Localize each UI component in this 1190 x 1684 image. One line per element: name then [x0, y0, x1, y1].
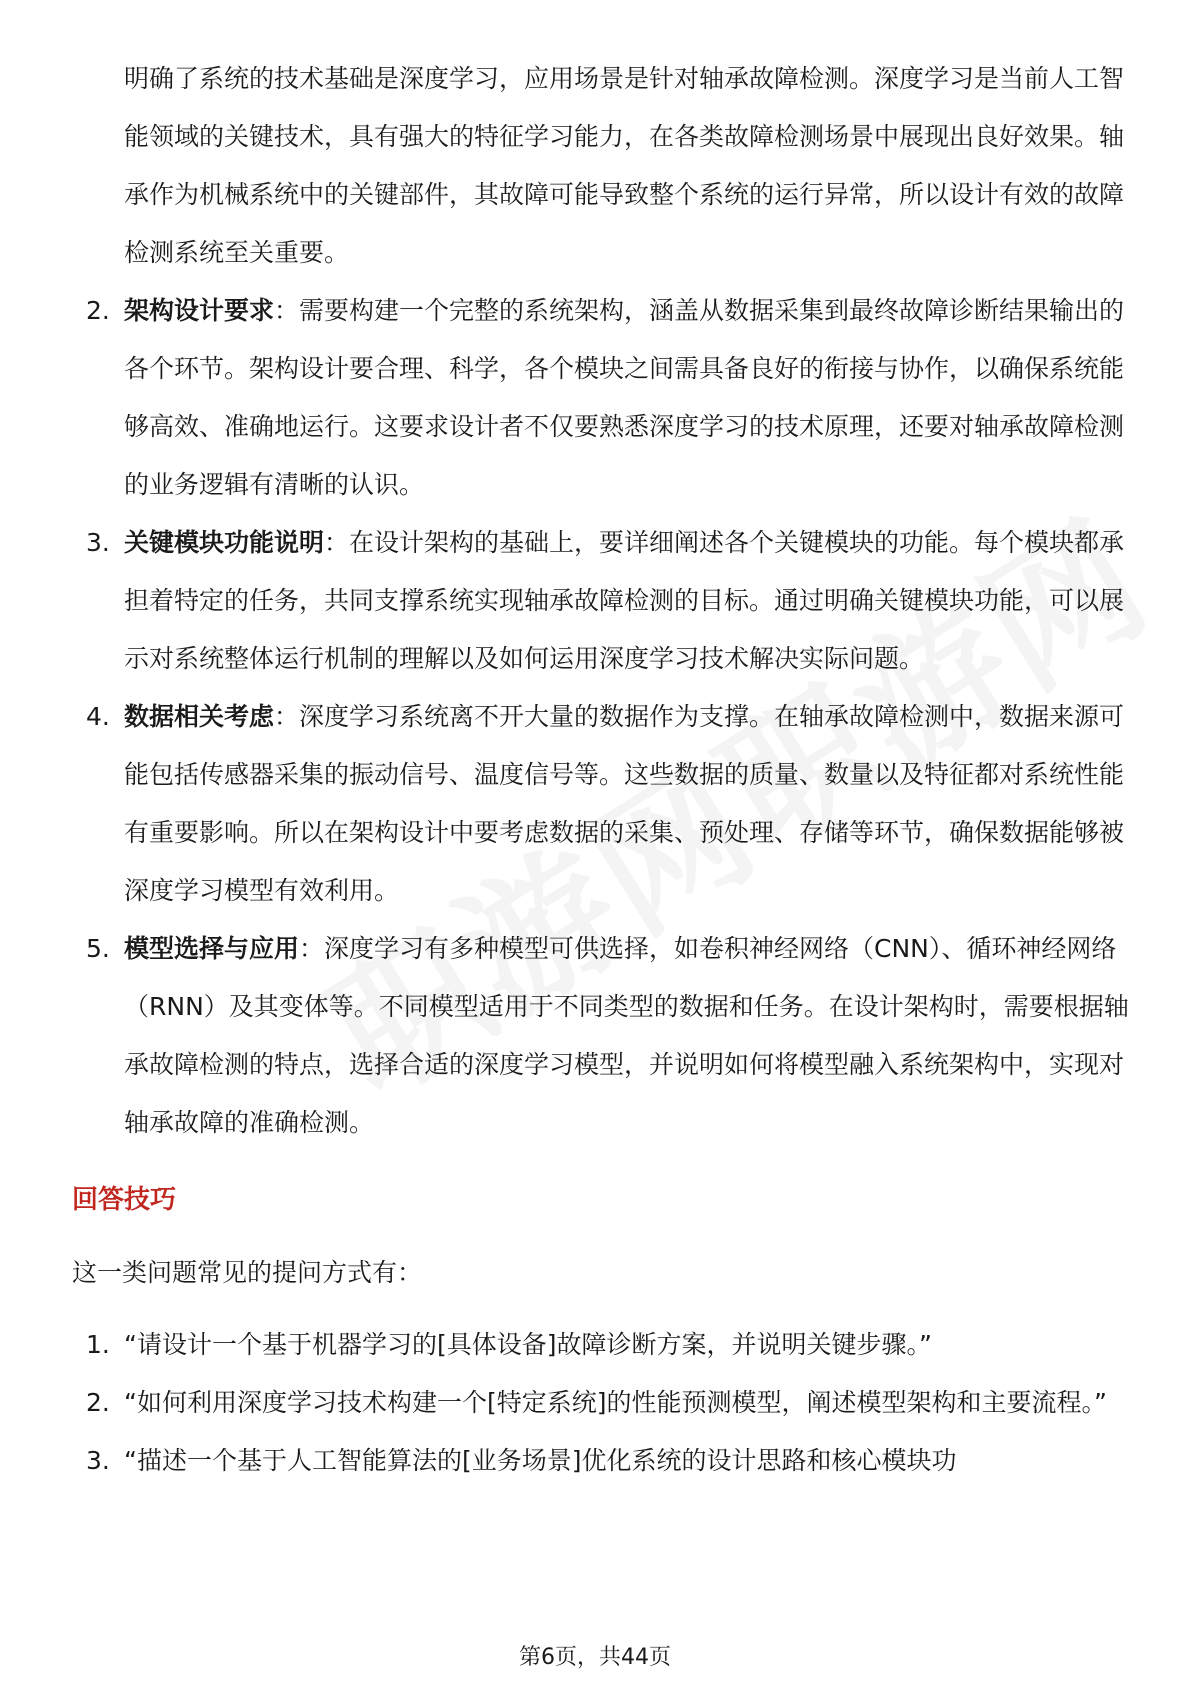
list-number: 3.	[86, 1446, 110, 1475]
list-item	[72, 688, 1132, 920]
page-number: 第6页，共44页	[519, 1645, 671, 1670]
section-heading: 回答技巧	[72, 1185, 177, 1215]
list-text: “请设计一个基于机器学习的[具体设备]故障诊断方案，并说明关键步骤。”	[124, 1330, 932, 1359]
list-term: 架构设计要求	[124, 296, 275, 325]
list-term: 数据相关考虑	[124, 702, 275, 731]
list-item	[72, 1374, 1132, 1432]
list-term: 模型选择与应用	[124, 934, 300, 963]
document-body	[72, 50, 1132, 1490]
list-number: 3.	[86, 528, 110, 557]
list-number: 4.	[86, 702, 110, 731]
list-item	[72, 1432, 1132, 1490]
list-number: 1.	[86, 1330, 110, 1359]
list-item	[72, 514, 1132, 688]
list-number: 5.	[86, 934, 110, 963]
intro-paragraph: 这一类问题常见的提问方式有：	[72, 1258, 423, 1287]
list-text: ：在设计架构的基础上，要详细阐述各个关键模块的功能。每个模块都承担着特定的任务，共同支撑系统实现轴承故障检测的目标。通过明确关键模块功能，可以展示对系统整体运行机制的理解以及如何运用深度学习技术解决实际问题。	[124, 528, 1125, 673]
list-number: 2.	[86, 296, 110, 325]
list-text: ：需要构建一个完整的系统架构，涵盖从数据采集到最终故障诊断结果输出的各个环节。架构设计要合理、科学，各个模块之间需具备良好的衔接与协作，以确保系统能够高效、准确地运行。这要求设计者不仅要熟悉深度学习的技术原理，还要对轴承故障检测的业务逻辑有清晰的认识。	[124, 296, 1125, 499]
list-text: ：深度学习系统离不开大量的数据作为支撑。在轴承故障检测中，数据来源可能包括传感器采集的振动信号、温度信号等。这些数据的质量、数量以及特征都对系统性能有重要影响。所以在架构设计中要考虑数据的采集、预处理、存储等环节，确保数据能够被深度学习模型有效利用。	[124, 702, 1125, 905]
list-item	[72, 920, 1132, 1152]
requirements-list	[72, 282, 1132, 1152]
list-item	[72, 1316, 1132, 1374]
list-term: 关键模块功能说明	[124, 528, 325, 557]
list-number: 2.	[86, 1388, 110, 1417]
list-text: “如何利用深度学习技术构建一个[特定系统]的性能预测模型，阐述模型架构和主要流程。”	[124, 1388, 1107, 1417]
list-text: “描述一个基于人工智能算法的[业务场景]优化系统的设计思路和核心模块功	[124, 1446, 957, 1475]
list-item	[72, 282, 1132, 514]
list-text: ：深度学习有多种模型可供选择，如卷积神经网络（CNN）、循环神经网络（RNN）及其变体等。不同模型适用于不同类型的数据和任务。在设计架构时，需要根据轴承故障检测的特点，选择合适的深度学习模型，并说明如何将模型融入系统架构中，实现对轴承故障的准确检测。	[124, 934, 1129, 1137]
questions-list	[72, 1316, 1132, 1490]
continuation-paragraph: 明确了系统的技术基础是深度学习，应用场景是针对轴承故障检测。深度学习是当前人工智能领域的关键技术，具有强大的特征学习能力，在各类故障检测场景中展现出良好效果。轴承作为机械系统中的关键部件，其故障可能导致整个系统的运行异常，所以设计有效的故障检测系统至关重要。	[124, 64, 1125, 267]
